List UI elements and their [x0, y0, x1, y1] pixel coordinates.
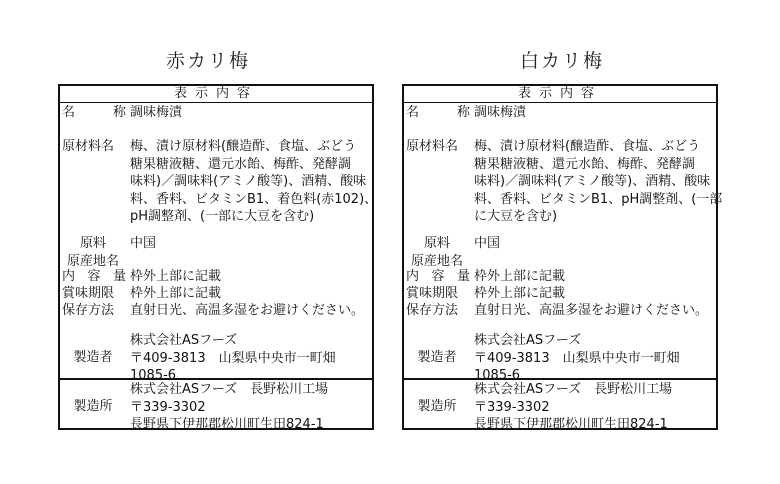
- section-divider: [404, 378, 716, 380]
- content-key: 内 容 量: [62, 269, 126, 284]
- expiry-key: 賞味期限: [406, 286, 459, 301]
- expiry-value: 枠外上部に記載: [130, 286, 222, 301]
- content-value: 枠外上部に記載: [130, 269, 222, 284]
- storage-value: 直射日光、高温多湿をお避けください。: [130, 303, 365, 318]
- maker-value: 株式会社ASフーズ 〒409-3813 山梨県中央市一町畑 1085-6: [474, 333, 680, 383]
- plant-value: 株式会社ASフーズ 長野松川工場 〒339-3302 長野県下伊那郡松川町生田824-1: [130, 382, 329, 432]
- origin-key: 原料 原産地名: [66, 236, 119, 269]
- ingredients-value: 梅、漬け原材料(醸造酢、食塩、ぶどう 糖果糖液糖、還元水飴、梅酢、発酵調 味料)／調味料(アミノ酸等)、酒精、酸味 料、香料、ビタミンB1、着色料(赤102)、 pH調整剤、(一部に大豆を含む): [130, 139, 378, 224]
- expiry-key: 賞味期限: [62, 286, 115, 301]
- plant-value: 株式会社ASフーズ 長野松川工場 〒339-3302 長野県下伊那郡松川町生田824-1: [474, 382, 673, 432]
- origin-key: 原料 原産地名: [410, 236, 463, 269]
- panel-header: 表示内容: [60, 86, 372, 103]
- panel-title-shiro: 白カリ梅: [520, 50, 605, 72]
- name-key: 名 称: [406, 105, 470, 120]
- origin-value: 中国: [130, 236, 157, 251]
- name-value: 調味梅漬: [474, 105, 527, 120]
- storage-value: 直射日光、高温多湿をお避けください。: [474, 303, 709, 318]
- plant-key: 製造所: [73, 399, 113, 414]
- section-divider: [60, 378, 372, 380]
- panel-title-aka: 赤カリ梅: [166, 50, 251, 72]
- ingredients-key: 原材料名: [62, 139, 115, 154]
- maker-key: 製造者: [417, 350, 457, 365]
- maker-value: 株式会社ASフーズ 〒409-3813 山梨県中央市一町畑 1085-6: [130, 333, 336, 383]
- maker-key: 製造者: [73, 350, 113, 365]
- label-panel-aka: [58, 84, 378, 432]
- content-key: 内 容 量: [406, 269, 470, 284]
- ingredients-key: 原材料名: [406, 139, 459, 154]
- name-key: 名 称: [62, 105, 126, 120]
- expiry-value: 枠外上部に記載: [474, 286, 566, 301]
- name-value: 調味梅漬: [130, 105, 183, 120]
- ingredients-value: 梅、漬け原材料(醸造酢、食塩、ぶどう 糖果糖液糖、還元水飴、梅酢、発酵調 味料)／調味料(アミノ酸等)、酒精、酸味 料、香料、ビタミンB1、pH調整剤、(一部 に大豆を含む): [474, 139, 723, 224]
- content-value: 枠外上部に記載: [474, 269, 566, 284]
- plant-key: 製造所: [417, 399, 457, 414]
- label-panel-shiro: [402, 84, 723, 432]
- origin-value: 中国: [474, 236, 501, 251]
- storage-key: 保存方法: [62, 303, 115, 318]
- panel-header: 表示内容: [404, 86, 716, 103]
- storage-key: 保存方法: [406, 303, 459, 318]
